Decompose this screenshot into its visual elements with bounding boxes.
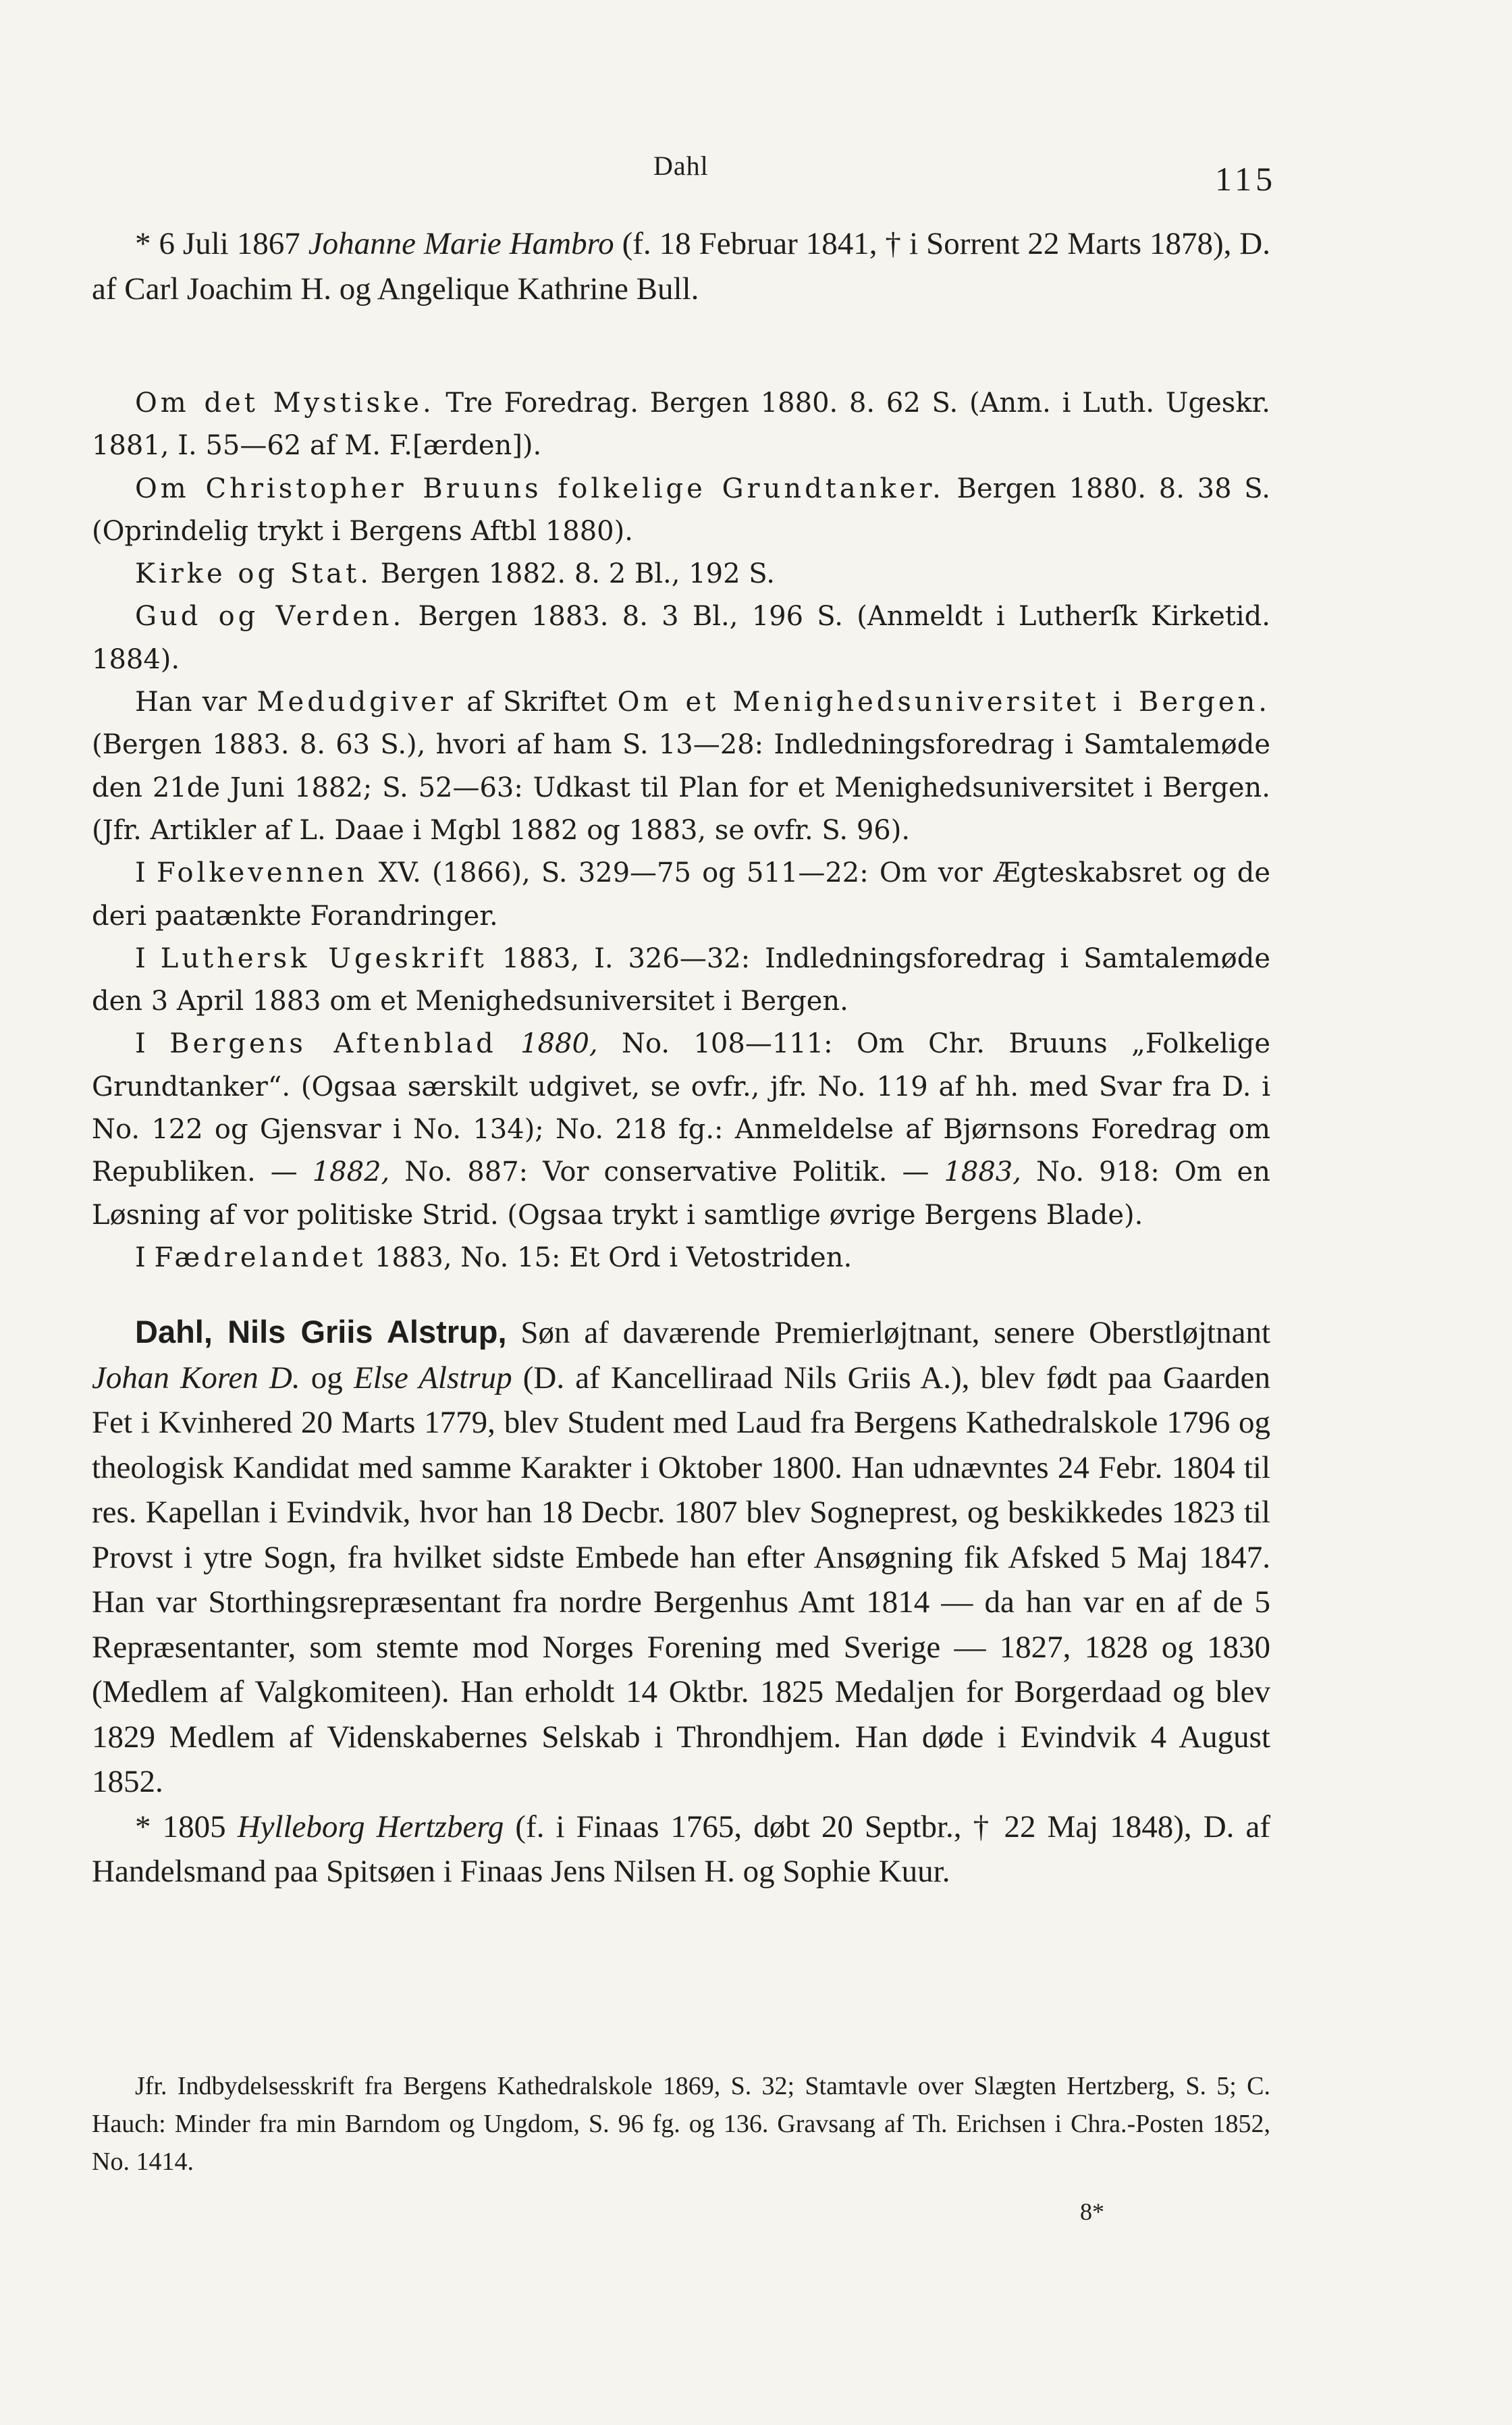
mother-name: Else Alstrup bbox=[353, 1360, 512, 1395]
spouse-details: (f. i Finaas 1765, døbt 20 Septbr., † 22 Maj 1848), D. af Handelsmand paa Spitsøen i Finaas Jens Nilsen H. og Sophie Kuur. bbox=[92, 1809, 1270, 1889]
work-item: Han var Medudgiver af Skriftet Om et Menighedsuniversitet i Bergen. (Bergen 1883. 8. 63 S.), hvori af ham S. 13—28: Indledningsforedrag i Samtalemøde den 21de Juni 1882; S. 52—63: Udkast til Plan for et Menighedsuniversitet i Bergen. (Jfr. Artikler af L. Daae i Mgbl 1882 og 1883, se ovfr. S. 96). bbox=[92, 687, 1271, 846]
work-item: Om Christopher Bruuns folkelige Grundtanker. Bergen 1880. 8. 38 S. (Oprindelig trykt i Bergens Aftbl 1880). bbox=[92, 473, 1270, 547]
bibliography bbox=[92, 382, 1270, 1279]
spouse-name: Hylleborg Hertzberg bbox=[237, 1809, 504, 1844]
work-title: Om det Mystiske. bbox=[135, 388, 435, 419]
marriage-date: 1805 bbox=[162, 1809, 238, 1844]
work-title: Bergens Aftenblad bbox=[169, 1028, 497, 1060]
work-title: Medudgiver bbox=[256, 687, 456, 718]
marriage-entry-2 bbox=[92, 1805, 1270, 1894]
work-item: Kirke og Stat. Bergen 1882. 8. 2 Bl., 192 S. bbox=[135, 558, 775, 590]
work-item: I Folkevennen XV. (1866), S. 329—75 og 511—22: Om vor Ægteskabsret og de deri paatænkte Forandringer. bbox=[92, 857, 1270, 932]
signature-mark: 8* bbox=[1080, 2198, 1104, 2225]
work-item: I Bergens Aftenblad 1880, No. 108—111: Om Chr. Bruuns „Folkelige Grundtanker“. (Ogsaa særskilt udgivet, se ovfr., jfr. No. 119 af hh. med Svar fra D. i No. 122 og Gjensvar i No. 134); No. 218 fg.: Anmeldelse af Bjørnsons Foredrag om Republiken. — 1882, No. 887: Vor conservative Politik. — 1883, No. 918: Om en Løsning af vor politiske Strid. (Ogsaa trykt i samtlige øvrige Bergens Blade). bbox=[92, 1028, 1271, 1231]
marriage-date: 6 Juli 1867 bbox=[159, 226, 308, 261]
work-item: I Luthersk Ugeskrift 1883, I. 326—32: Indledningsforedrag i Samtalemøde den 3 April 1883 om et Menighedsuniversitet i Bergen. bbox=[92, 942, 1271, 1017]
entry-heading: Dahl, Nils Griis Alstrup, bbox=[135, 1314, 507, 1350]
asterisk: * bbox=[135, 1809, 163, 1844]
work-item: I Fædrelandet 1883, No. 15: Et Ord i Vetostriden. bbox=[135, 1242, 853, 1273]
work-title: Fædrelandet bbox=[154, 1242, 367, 1273]
work-title: Luthersk Ugeskrift bbox=[160, 942, 487, 974]
marriage-entry-1 bbox=[92, 221, 1270, 311]
spouse-name: Johanne Marie Hambro bbox=[308, 226, 614, 261]
work-item: Gud og Verden. Bergen 1883. 8. 3 Bl., 196 S. (Anmeldt i Lutherſk Kirketid. 1884). bbox=[92, 601, 1270, 675]
work-title: Gud og Verden. bbox=[135, 601, 405, 633]
father-name: Johan Koren D. bbox=[92, 1360, 300, 1395]
page-header bbox=[0, 150, 1512, 197]
work-title: Kirke og Stat. bbox=[135, 558, 372, 590]
asterisk: * bbox=[135, 226, 159, 261]
work-title: Om et Menighedsuniversitet i Bergen. bbox=[617, 687, 1271, 718]
spouse-details: (f. 18 Februar 1841, † i Sorrent 22 Marts 1878), D. af Carl Joachim H. og Angelique Kathrine Bull. bbox=[92, 226, 1270, 307]
page-number: 115 bbox=[1215, 160, 1277, 198]
work-title: Om Christopher Bruuns folkelige Grundtanker. bbox=[135, 473, 944, 504]
source-notes: Jfr. Indbydelsesskrift fra Bergens Kathedralskole 1869, S. 32; Stamtavle over Slægten Hertzberg, S. 5; C. Hauch: Minder fra min Barndom og Ungdom, S. 96 fg. og 136. Gravsang af Th. Erichsen i Chra.-Posten 1852, No. 1414. bbox=[92, 2072, 1270, 2176]
work-item: Om det Mystiske. Tre Foredrag. Bergen 1880. 8. 62 S. (Anm. i Luth. Ugeskr. 1881, I. 55—62 af M. F.[ærden]). bbox=[92, 388, 1270, 462]
running-head: Dahl bbox=[653, 151, 709, 181]
work-title: Folkevennen bbox=[156, 857, 368, 889]
biography-entry: Dahl, Nils Griis Alstrup, Søn af daværende Premierløjtnant, senere Oberstløjtnant Johan Koren D. og Else Alstrup (D. af Kancelliraad Nils Griis A.), blev født paa Gaarden Fet i Kvinhered 20 Marts 1779, blev Student med Laud fra Bergens Kathedralskole 1796 og theologisk Kandidat med samme Karakter i Oktober 1800. Han udnævntes 24 Febr. 1804 til res. Kapellan i Evindvik, hvor han 18 Decbr. 1807 blev Sogneprest, og beskikkedes 1823 til Provst i ytre Sogn, fra hvilket sidste Embede han efter Ansøgning fik Afsked 5 Maj 1847. Han var Storthingsrepræsentant fra nordre Bergenhus Amt 1814 — da han var en af de 5 Repræsentanter, som stemte mod Norges Forening med Sverige — 1827, 1828 og 1830 (Medlem af Valgkomiteen). Han erholdt 14 Oktbr. 1825 Medaljen for Borgerdaad og blev 1829 Medlem af Videnskabernes Selskab i Throndhjem. Han døde i Evindvik 4 August 1852. * 1805 Hylleborg Hertzberg (f. i Finaas 1765, døbt 20 Septbr., † 22 Maj 1848), D. af Handelsmand paa Spitsøen i Finaas Jens Nilsen H. og Sophie Kuur. bbox=[92, 1310, 1270, 1894]
